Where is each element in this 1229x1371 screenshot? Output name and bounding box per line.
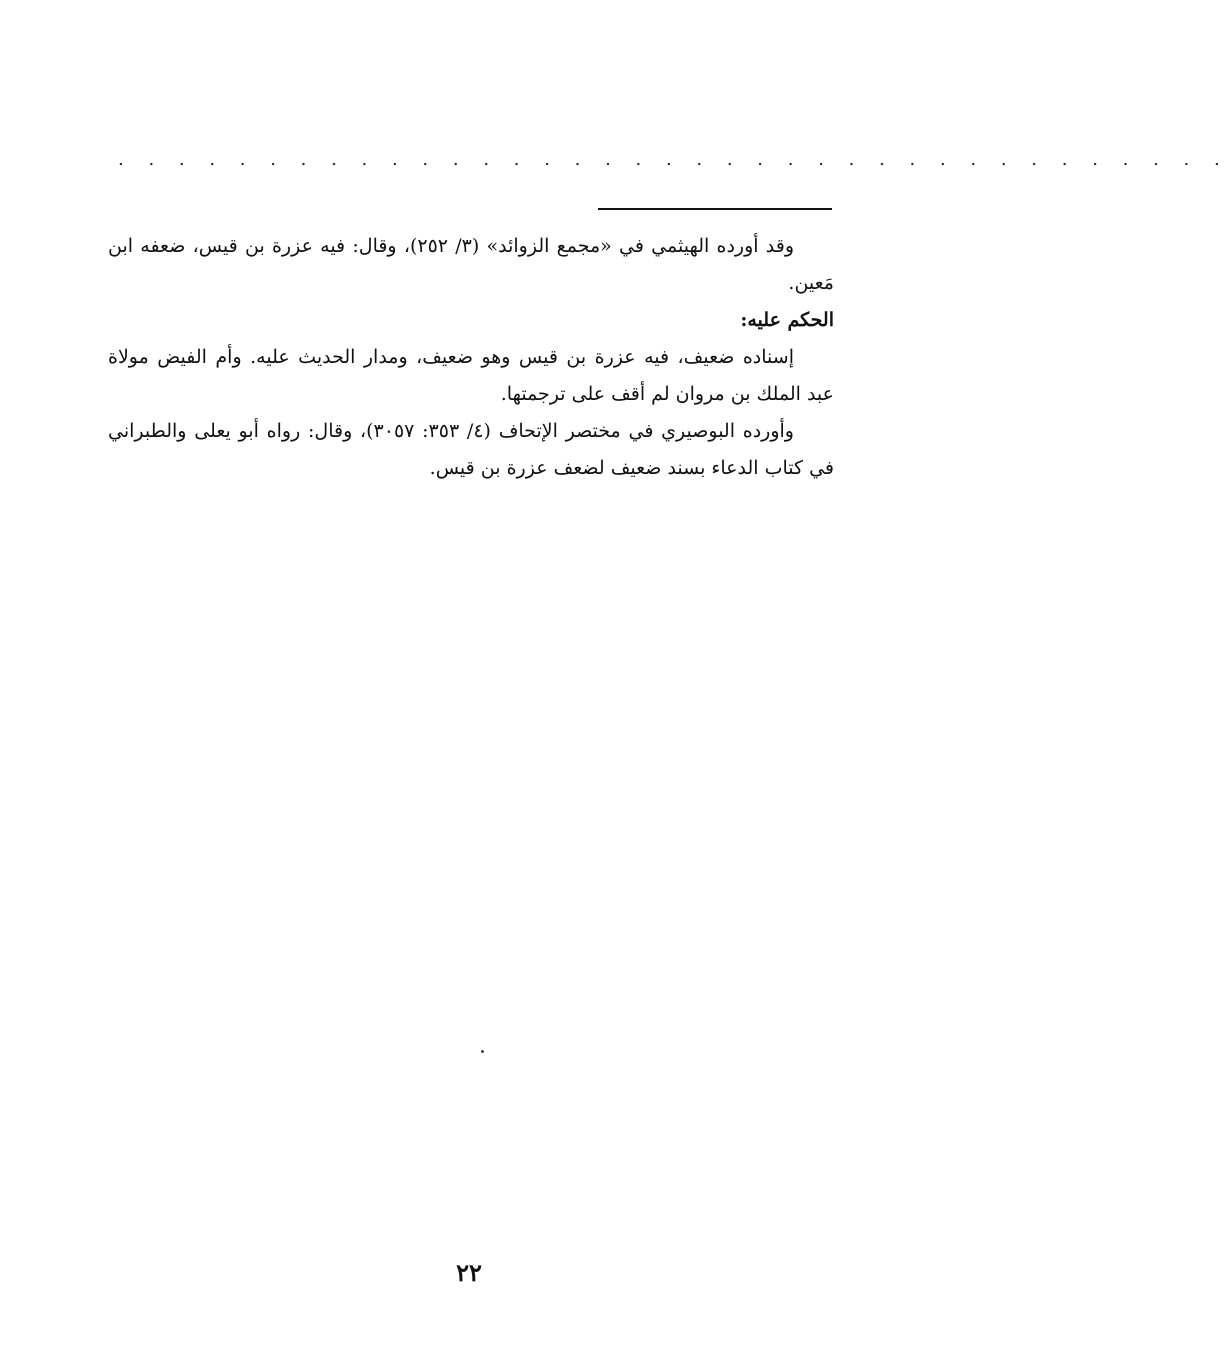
dotted-separator: . . . . . . . . . . . . . . . . . . . . . . . . . . . . . . . . . . . . . [118,149,1229,170]
paragraph-busiri: وأورده البوصيري في مختصر الإتحاف (٤/ ٣٥٣: ٣٠٥٧)، وقال: رواه أبو يعلى والطبراني في كتاب الدعاء بسند ضعيف لضعف عزرة بن قيس. [108,420,834,479]
paragraph-haythami: وقد أورده الهيثمي في «مجمع الزوائد» (٣/ ٢٥٢)، وقال: فيه عزرة بن قيس، ضعفه ابن مَعين. [108,235,834,294]
body-text [108,228,834,487]
section-heading-ruling: الحكم عليه: [740,309,834,331]
scan-speck [481,1050,484,1053]
paragraph-isnad: إسناده ضعيف، فيه عزرة بن قيس وهو ضعيف، ومدار الحديث عليه. وأم الفيض مولاة عبد الملك بن مروان لم أقف على ترجمتها. [108,346,834,405]
page-number: ٢٢ [456,1258,482,1287]
footnote-rule [598,208,832,210]
